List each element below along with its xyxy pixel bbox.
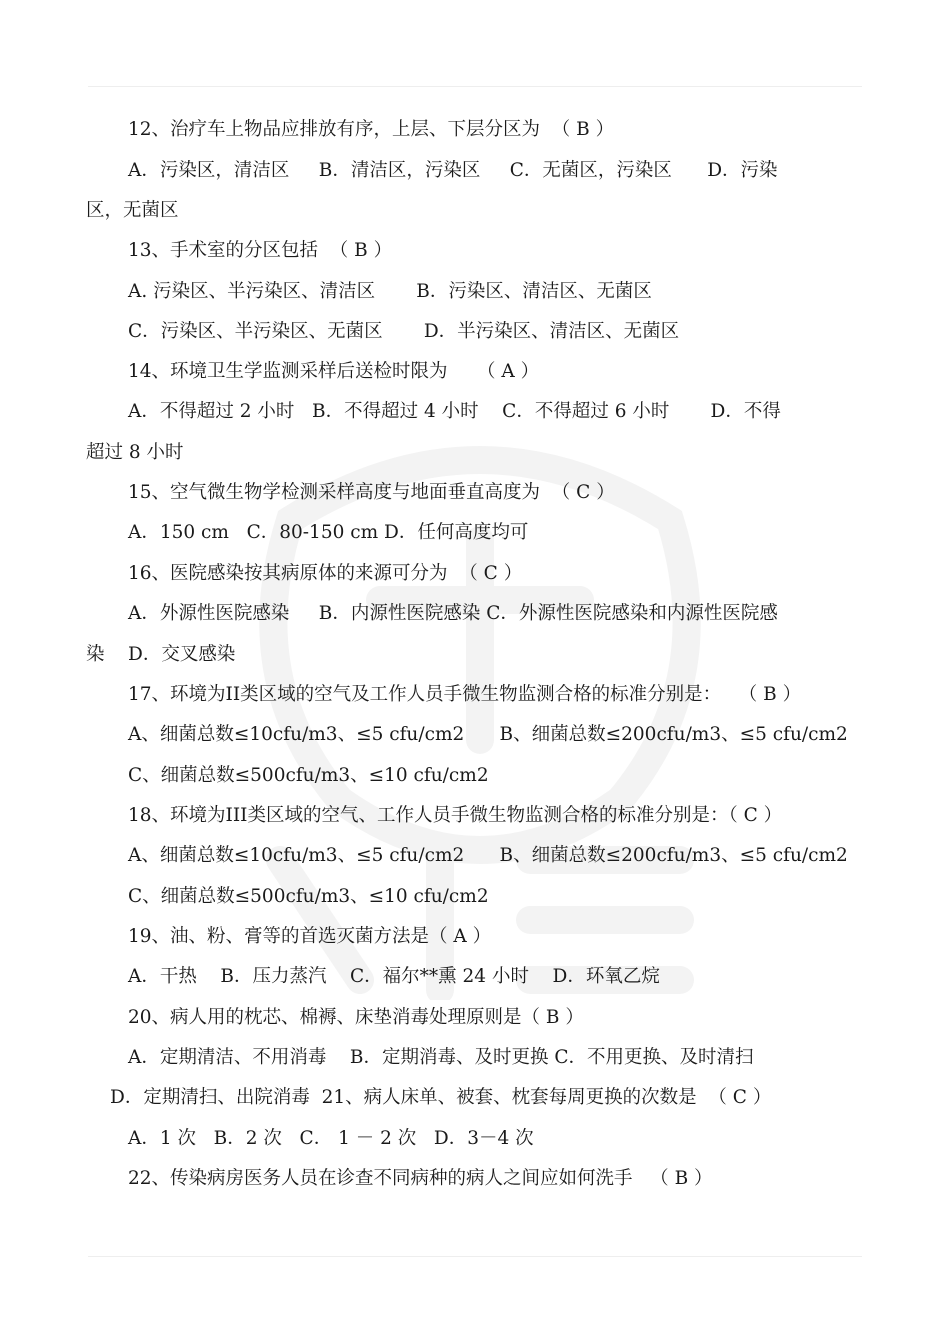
question-12-options-cont: 区，无菌区 [86, 200, 179, 221]
question-19-options: A．干热 B．压力蒸汽 C．福尔**熏 24 小时 D．环氧乙烷 [128, 966, 660, 987]
question-18-options-c: C、细菌总数≤500cfu/m3、≤10 cfu/cm2 [128, 886, 489, 907]
question-14-options: A．不得超过 2 小时 B．不得超过 4 小时 C．不得超过 6 小时 D．不得 [128, 401, 781, 422]
question-22: 22、传染病房医务人员在诊查不同病种的病人之间应如何洗手 （ B ） [128, 1168, 713, 1189]
question-15: 15、空气微生物学检测采样高度与地面垂直高度为 （ C ） [128, 482, 615, 503]
question-14-options-cont: 超过 8 小时 [86, 442, 184, 463]
question-17: 17、环境为II类区域的空气及工作人员手微生物监测合格的标准分别是： （ B ） [128, 684, 802, 705]
question-20: 20、病人用的枕芯、棉褥、床垫消毒处理原则是（ B ） [128, 1007, 584, 1028]
question-12: 12、治疗车上物品应排放有序，上层、下层分区为 （ B ） [128, 119, 615, 140]
question-17-options-ab: A、细菌总数≤10cfu/m3、≤5 cfu/cm2 B、细菌总数≤200cfu/m3、≤5 cfu/cm2 [128, 724, 848, 745]
question-14: 14、环境卫生学监测采样后送检时限为 （ A ） [128, 361, 540, 382]
question-16-options-cont: 染 D．交叉感染 [86, 644, 236, 665]
question-13: 13、手术室的分区包括 （ B ） [128, 240, 393, 261]
question-19: 19、油、粉、膏等的首选灭菌方法是（ A ） [128, 926, 492, 947]
header-rule [88, 86, 862, 87]
question-16: 16、医院感染按其病原体的来源可分为 （ C ） [128, 563, 523, 584]
question-13-options-cd: C．污染区、半污染区、无菌区 D．半污染区、清洁区、无菌区 [128, 321, 680, 342]
footer-rule [88, 1256, 862, 1257]
question-20-options: A．定期清洁、不用消毒 B．定期消毒、及时更换 C．不用更换、及时清扫 [128, 1047, 754, 1068]
question-18-options-ab: A、细菌总数≤10cfu/m3、≤5 cfu/cm2 B、细菌总数≤200cfu/m3、≤5 cfu/cm2 [128, 845, 848, 866]
question-20-options-cont-question-21: D．定期清扫、出院消毒 21、病人床单、被套、枕套每周更换的次数是 （ C ） [110, 1087, 772, 1108]
question-12-options: A．污染区，清洁区 B．清洁区，污染区 C．无菌区，污染区 D．污染 [128, 160, 778, 181]
question-16-options: A．外源性医院感染 B．内源性医院感染 C．外源性医院感染和内源性医院感 [128, 603, 778, 624]
question-13-options-ab: A. 污染区、半污染区、清洁区 B．污染区、清洁区、无菌区 [128, 281, 652, 302]
question-21-options: A．1 次 B．2 次 C． 1 － 2 次 D．3－4 次 [128, 1128, 534, 1149]
question-18: 18、环境为III类区域的空气、工作人员手微生物监测合格的标准分别是：（ C ） [128, 805, 783, 826]
question-17-options-c: C、细菌总数≤500cfu/m3、≤10 cfu/cm2 [128, 765, 489, 786]
question-15-options: A．150 cm C．80-150 cm D．任何高度均可 [128, 522, 529, 543]
